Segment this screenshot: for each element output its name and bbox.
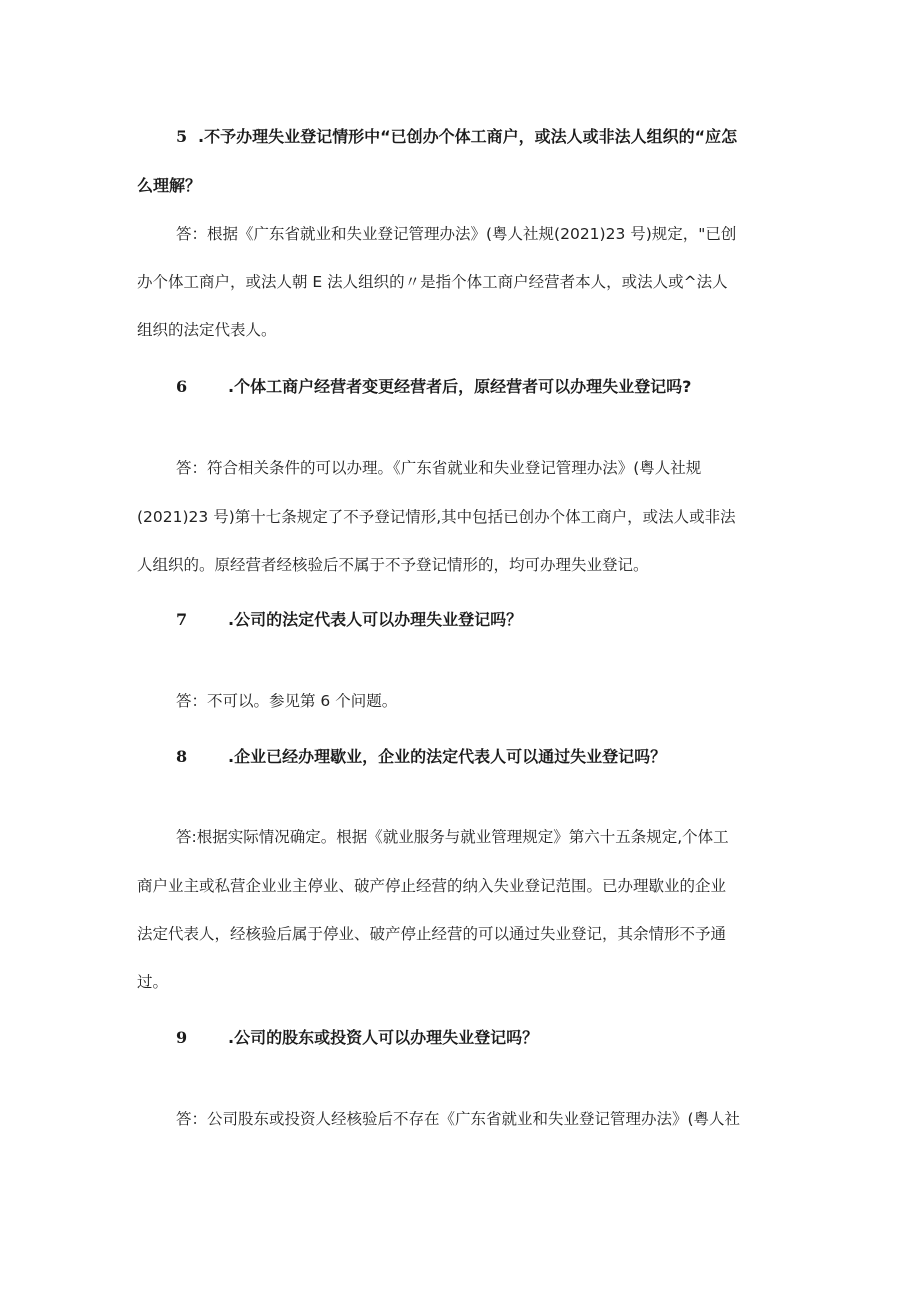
- question-text: .公司的股东或投资人可以办理失业登记吗？: [228, 1028, 539, 1047]
- question-number: 5: [176, 127, 188, 146]
- answer-8-line-3: 法定代表人，经核验后属于停业、破产停止经营的可以通过失业登记，其余情形不予通: [137, 925, 727, 943]
- question-number: 6: [176, 377, 188, 396]
- answer-6-line-3: 人组织的。原经营者经核验后不属于不予登记情形的，均可办理失业登记。: [137, 556, 649, 574]
- answer-8-line-1: 答:根据实际情况确定。根据《就业服务与就业管理规定》第六十五条规定,个体工: [176, 828, 729, 846]
- answer-5-line-2: 办个体工商户，或法人朝 E 法人组织的〃是指个体工商户经营者本人，或法人或^法人: [137, 273, 728, 291]
- answer-7-line-1: 答：不可以。参见第 6 个问题。: [176, 692, 398, 710]
- answer-9-line-1: 答：公司股东或投资人经核验后不存在《广东省就业和失业登记管理办法》(粤人社: [176, 1110, 741, 1128]
- question-number: 8: [176, 747, 188, 766]
- answer-6-line-2: (2021)23 号)第十七条规定了不予登记情形,其中包括已创办个体工商户，或法人或非法: [137, 508, 736, 526]
- answer-5-line-3: 组织的法定代表人。: [137, 321, 277, 339]
- question-8-heading: [176, 744, 788, 767]
- question-9-heading: [176, 1025, 788, 1048]
- answer-6-line-1: 答：符合相关条件的可以办理。《广东省就业和失业登记管理办法》(粤人社规: [176, 459, 702, 477]
- answer-8-line-2: 商户业主或私营企业业主停业、破产停止经营的纳入失业登记范围。已办理歇业的企业: [137, 877, 727, 895]
- question-text: .企业已经办理歇业，企业的法定代表人可以通过失业登记吗？: [228, 747, 667, 766]
- answer-5-line-1: 答：根据《广东省就业和失业登记管理办法》(粤人社规(2021)23 号)规定，"已创: [176, 225, 737, 243]
- question-text: .个体工商户经营者变更经营者后，原经营者可以办理失业登记吗?: [228, 377, 692, 396]
- question-text: .不予办理失业登记情形中“已创办个体工商户，或法人或非法人组织的“应怎: [198, 127, 738, 146]
- question-6-heading: [176, 374, 788, 397]
- question-number: 9: [176, 1028, 188, 1047]
- question-5-heading-cont: 么理解？: [137, 176, 202, 195]
- question-number: 7: [176, 610, 188, 629]
- question-5-heading: [176, 124, 788, 147]
- question-7-heading: [176, 607, 788, 630]
- answer-8-line-4: 过。: [137, 973, 169, 991]
- question-text: .公司的法定代表人可以办理失业登记吗？: [228, 610, 523, 629]
